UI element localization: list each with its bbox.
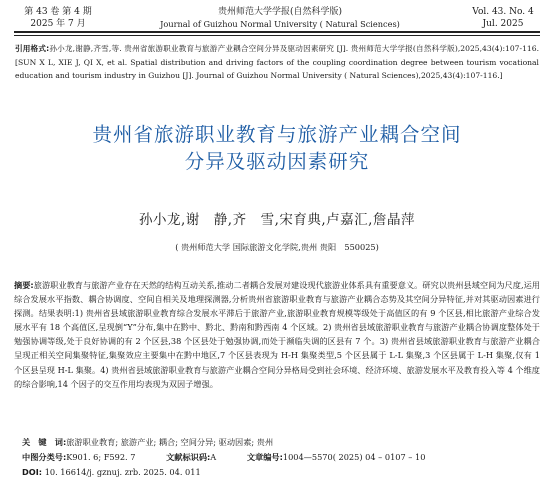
doi-value: 10. 16614/j. gznuj. zrb. 2025. 04. 011: [44, 467, 201, 477]
affiliation: ( 贵州师范大学 国际旅游文化学院,贵州 贵阳 550025): [175, 242, 379, 252]
citation-text: 孙小龙,谢静,齐雪,等. 贵州省旅游职业教育与旅游产业耦合空间分异及驱动因素研究 [J]. 贵州师范大学学报(自然科学版),2025,43(4):107-116. [SUN X L, XIE J, QI X, et al. Spatial distribution and driving factors of the coupling coordination degree between tourism vocational education and tourism industry in Guizhou [J]. Journal of Guizhou Normal University ( Natural Sciences),2025,43(4):107-116.]: [15, 44, 539, 81]
abstract: [14, 278, 540, 391]
author-list: 孙小龙,谢 静,齐 雪,宋育典,卢嘉汇,詹晶萍: [139, 212, 415, 228]
header-rule-thin: [14, 35, 540, 36]
keywords: [22, 437, 273, 448]
doc-code-label: 文献标识码:: [166, 452, 211, 462]
header-left: [17, 6, 99, 30]
abstract-text: 旅游职业教育与旅游产业存在天然的结构互动关系,推动二者耦合发展对建设现代旅游业体系具有重要意义。研究以贵州县域空间为尺度,运用综合发展水平指数、耦合协调度、空间自相关及地理探测器,分析贵州省旅游职业教育与旅游产业耦合态势及其空间分异特征,并对其驱动因素进行探测。结果表明:1) 贵州省县域旅游职业教育综合发展水平滞后于旅游产业,旅游职业教育规模等级处于高值区的有 9 个区县,相比旅游产业综合发展水平有 18 个高值区,呈现倒“Y”分布,集中在黔中、黔北、黔南和黔西南 4 个区域。2) 贵州省县域旅游职业教育与旅游产业耦合协调度整体处于勉强协调等级,处于良好协调的有 2 个区县,38 个区县处于勉强协调,而处于濒临失调的区县有 7 个。3) 贵州省县域旅游职业教育与旅游产业耦合呈现正相关空间集聚特征,集聚效应主要集中在黔中地区,7 个区县表现为 H-H 集聚类型,5 个区县属于 L-L 集聚,3 个区县属于 L-H 集聚,仅有 1 个区县呈现 H-L 集聚。4) 贵州省县域旅游职业教育与旅游产业耦合空间分异格局受到社会环境、经济环境、旅游发展水平及教育投入等 4 个维度的综合影响,14 个因子的交互作用均表现为双因子增强。: [14, 280, 540, 389]
doc-code-field: [166, 452, 216, 462]
volume-issue-en: Vol. 43. No. 4: [472, 7, 534, 17]
doi-line: [22, 467, 201, 477]
classification-line: [22, 452, 532, 463]
date-cn: 2025 年 7 月: [30, 19, 86, 29]
keywords-label: 关 键 词:: [22, 437, 67, 447]
header-right: [468, 6, 538, 30]
article-number-field: [247, 452, 426, 462]
title-line-2: 分异及驱动因素研究: [184, 150, 370, 173]
header-rule-thick: [14, 31, 540, 33]
keywords-text: 旅游职业教育; 旅游产业; 耦合; 空间分异; 驱动因素; 贵州: [66, 437, 274, 447]
citation-block: [15, 42, 539, 83]
volume-issue-cn: 第 43 卷 第 4 期: [24, 7, 92, 17]
date-en: Jul. 2025: [482, 19, 524, 29]
abstract-label: 摘要:: [14, 280, 34, 290]
journal-name-en: Journal of Guizhou Normal University ( Natural Sciences): [160, 19, 400, 29]
clc-label: 中图分类号:: [22, 452, 67, 462]
journal-name-cn: 贵州师范大学学报(自然科学版): [217, 7, 343, 17]
clc-field: [22, 452, 135, 462]
article-number-value: 1004—5570( 2025) 04 – 0107 – 10: [282, 452, 426, 462]
doi-label: DOI:: [22, 467, 43, 477]
citation-label: 引用格式:: [15, 44, 50, 53]
title-line-1: 贵州省旅游职业教育与旅游产业耦合空间: [92, 123, 462, 146]
header-center: [130, 6, 430, 30]
article-number-label: 文章编号:: [246, 452, 283, 462]
clc-value: K901. 6; F592. 7: [66, 452, 136, 462]
doc-code-value: A: [210, 452, 217, 462]
article-title: [0, 121, 554, 175]
running-header: [0, 0, 554, 30]
